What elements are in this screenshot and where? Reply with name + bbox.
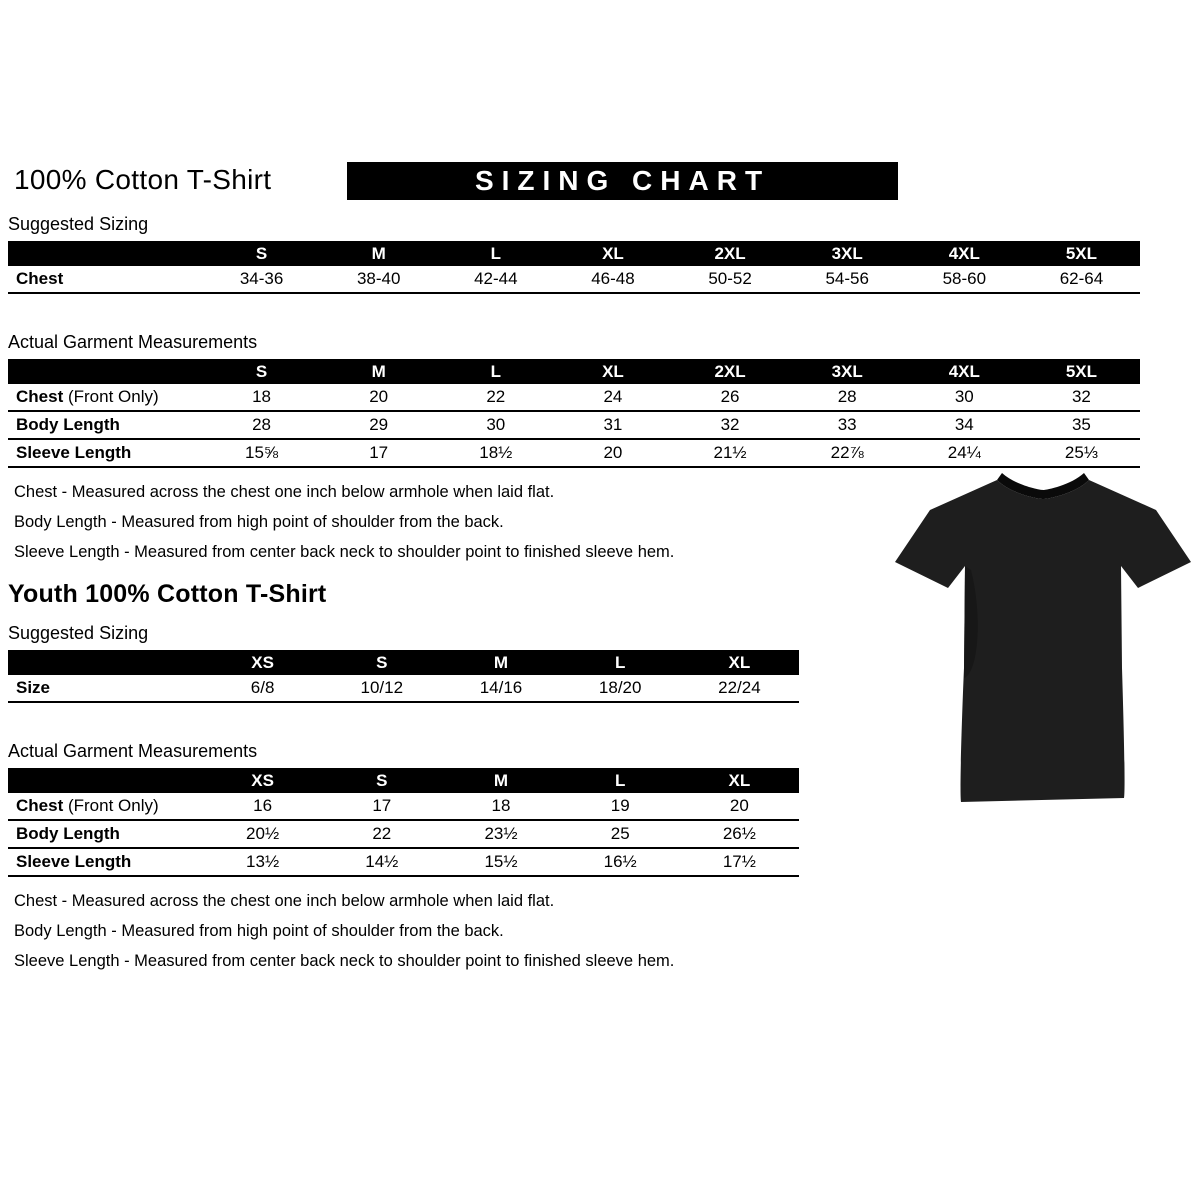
note-chest: Chest - Measured across the chest one inch below armhole when laid flat.: [14, 892, 555, 910]
cell-value: 42-44: [474, 269, 518, 288]
cell-value: 17½: [722, 852, 756, 871]
adult-suggested-label: Suggested Sizing: [8, 214, 149, 234]
table-header-row: [8, 650, 799, 675]
cell-value: 16: [253, 796, 273, 815]
cell-value: 6/8: [250, 678, 275, 697]
column-header: L: [615, 770, 626, 790]
cell-value: 22/24: [718, 678, 761, 697]
column-header: 2XL: [714, 361, 746, 381]
cell-value: 18: [491, 796, 511, 815]
youth-notes: [8, 892, 1140, 971]
table-row: [8, 849, 799, 877]
tshirt-image: [893, 468, 1193, 820]
cell-value: 34-36: [239, 269, 284, 288]
cell-value: 28: [837, 387, 857, 406]
cell-value: 14/16: [479, 678, 523, 697]
cell-value: 24: [603, 387, 623, 406]
row-label: Body Length: [16, 824, 120, 843]
column-header: S: [255, 361, 268, 381]
cell-value: 38-40: [356, 269, 401, 288]
note-body-length: Body Length - Measured from high point of shoulder from the back.: [14, 513, 504, 531]
table-header-row: [8, 359, 1140, 384]
cell-value: 18: [252, 387, 272, 406]
tshirt-body: [895, 480, 1191, 802]
column-header: S: [255, 243, 268, 263]
cell-value: 18½: [479, 443, 513, 462]
youth-suggested-table: [8, 650, 799, 703]
column-header: 4XL: [948, 243, 980, 263]
cell-value: 20: [369, 387, 389, 406]
sizing-chart-banner: SIZING CHART: [347, 162, 898, 200]
table-row: [8, 821, 799, 849]
cell-value: 22: [486, 387, 506, 406]
cell-value: 54-56: [825, 269, 869, 288]
column-header: S: [376, 652, 388, 672]
column-header: XL: [602, 243, 624, 263]
youth-title: Youth 100% Cotton T-Shirt: [8, 580, 327, 608]
note-body-length: Body Length - Measured from high point of shoulder from the back.: [14, 922, 504, 940]
cell-value: 23½: [484, 824, 518, 843]
row-label: Body Length: [16, 415, 120, 434]
column-header: 5XL: [1065, 243, 1098, 263]
cell-value: 32: [720, 415, 740, 434]
column-header: L: [615, 652, 626, 672]
column-header: 4XL: [948, 361, 980, 381]
cell-value: 24¼: [947, 443, 981, 462]
note-sleeve-length: Sleeve Length - Measured from center back neck to shoulder point to finished sleeve hem.: [14, 952, 675, 970]
row-label: Chest (Front Only): [16, 387, 159, 406]
note-chest: Chest - Measured across the chest one inch below armhole when laid flat.: [14, 483, 555, 501]
column-header: XS: [251, 770, 274, 790]
table-header-row: [8, 241, 1140, 266]
row-label: Sleeve Length: [16, 852, 132, 871]
table-row: [8, 675, 799, 703]
cell-value: 25: [610, 824, 630, 843]
cell-value: 35: [1071, 415, 1091, 434]
cell-value: 26½: [722, 824, 756, 843]
cell-value: 25⅓: [1064, 443, 1098, 462]
cell-value: 15⅝: [245, 443, 279, 462]
column-header: 3XL: [831, 361, 863, 381]
cell-value: 14½: [365, 852, 399, 871]
cell-value: 21½: [713, 443, 747, 462]
column-header: XL: [728, 652, 751, 672]
cell-value: 33: [837, 415, 857, 434]
note-sleeve-length: Sleeve Length - Measured from center back neck to shoulder point to finished sleeve hem.: [14, 543, 675, 561]
youth-suggested-label: Suggested Sizing: [8, 623, 149, 643]
column-header: S: [376, 770, 388, 790]
cell-value: 28: [252, 415, 272, 434]
cell-value: 15½: [484, 852, 518, 871]
table-row: [8, 266, 1140, 294]
youth-actual-table: [8, 768, 799, 877]
cell-value: 22⅞: [830, 443, 864, 462]
column-header: M: [371, 243, 386, 263]
cell-value: 20: [729, 796, 749, 815]
youth-actual-label: Actual Garment Measurements: [8, 741, 258, 761]
column-header: XL: [728, 770, 751, 790]
row-label: Sleeve Length: [16, 443, 132, 462]
cell-value: 50-52: [708, 269, 752, 288]
adult-suggested-table: [8, 241, 1140, 294]
cell-value: 13½: [246, 852, 280, 871]
adult-actual-table: [8, 359, 1140, 468]
cell-value: 20: [603, 443, 623, 462]
cell-value: 62-64: [1059, 269, 1104, 288]
column-header: M: [493, 652, 509, 672]
cell-value: 17: [372, 796, 392, 815]
table-header-row: [8, 768, 799, 793]
table-row: [8, 412, 1140, 440]
row-label: Chest: [16, 269, 64, 288]
cell-value: 32: [1071, 387, 1091, 406]
cell-value: 17: [369, 443, 389, 462]
table-row: [8, 440, 1140, 468]
cell-value: 10/12: [360, 678, 404, 697]
table-row: [8, 384, 1140, 412]
cell-value: 26: [720, 387, 740, 406]
column-header: 3XL: [831, 243, 863, 263]
cell-value: 22: [372, 824, 392, 843]
cell-value: 19: [610, 796, 630, 815]
column-header: 5XL: [1065, 361, 1098, 381]
column-header: M: [493, 770, 509, 790]
row-label: Chest (Front Only): [16, 796, 159, 815]
adult-actual-label: Actual Garment Measurements: [8, 332, 258, 352]
cell-value: 58-60: [942, 269, 987, 288]
cell-value: 20½: [246, 824, 280, 843]
table-row: [8, 793, 799, 821]
column-header: XL: [602, 361, 624, 381]
row-label: Size: [16, 678, 51, 697]
cell-value: 18/20: [598, 678, 642, 697]
cell-value: 30: [954, 387, 974, 406]
cell-value: 16½: [603, 852, 637, 871]
column-header: 2XL: [714, 243, 746, 263]
cell-value: 30: [486, 415, 506, 434]
cell-value: 31: [603, 415, 623, 434]
page-title: 100% Cotton T-Shirt: [14, 164, 272, 195]
cell-value: 34: [954, 415, 974, 434]
column-header: M: [371, 361, 386, 381]
column-header: L: [490, 361, 501, 381]
title-row: [8, 162, 1140, 208]
column-header: L: [490, 243, 501, 263]
cell-value: 46-48: [591, 269, 635, 288]
cell-value: 29: [369, 415, 389, 434]
column-header: XS: [251, 652, 274, 672]
